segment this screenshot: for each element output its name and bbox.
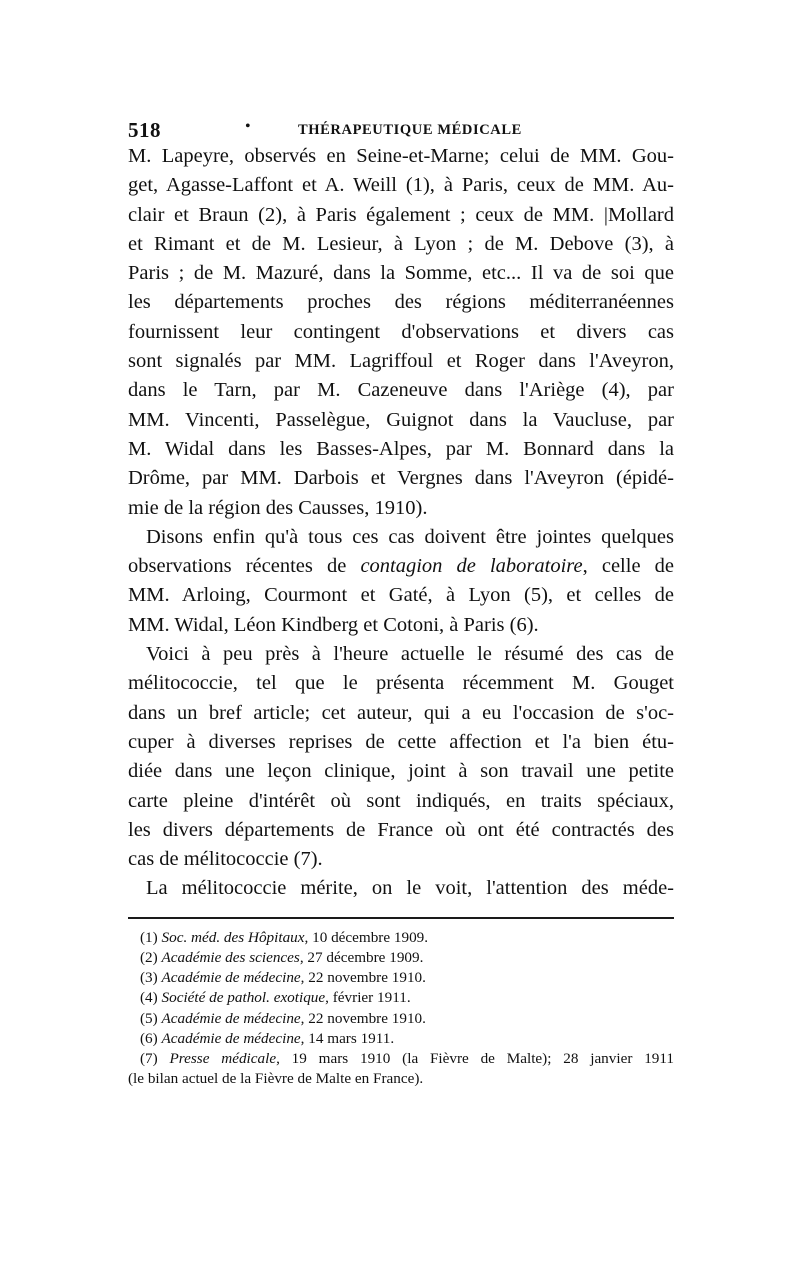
footnote bbox=[128, 1029, 674, 1049]
page-header bbox=[128, 108, 674, 142]
text-line: et Rimant et de M. Lesieur, à Lyon ; de M. Debove (3), à bbox=[128, 232, 674, 255]
paragraph-4 bbox=[128, 874, 674, 903]
footnote-number: (7) bbox=[140, 1049, 158, 1067]
text-line: MM. Widal, Léon Kindberg et Cotoni, à Paris (6). bbox=[128, 613, 539, 636]
footnote-source: Presse médicale bbox=[169, 1049, 277, 1067]
text-line: La mélitococcie mérite, on le voit, l'attention des méde- bbox=[146, 877, 674, 900]
footnote-detail: , 22 novembre 1910. bbox=[300, 969, 426, 987]
text-segment: observations récentes de bbox=[128, 555, 361, 578]
footnote bbox=[128, 948, 674, 968]
text-line: Paris ; de M. Mazuré, dans la Somme, etc... Il va de soi que bbox=[128, 262, 674, 285]
italic-phrase: contagion de laboratoire bbox=[360, 555, 583, 578]
paragraph-2 bbox=[128, 523, 674, 640]
text-line: Voici à peu près à l'heure actuelle le résumé des cas de bbox=[146, 643, 674, 666]
footnote-source: Académie de médecine bbox=[161, 1029, 301, 1047]
text-line: M. Widal dans les Basses-Alpes, par M. Bonnard dans la bbox=[128, 437, 674, 460]
footnote-divider bbox=[128, 917, 674, 919]
text-line: les départements proches des régions méditerranéennes bbox=[128, 291, 674, 314]
footnote-detail: , 14 mars 1911. bbox=[300, 1029, 395, 1047]
text-line: dans un bref article; cet auteur, qui a eu l'occasion de s'oc- bbox=[128, 701, 674, 724]
text-line: fournissent leur contingent d'observations et divers cas bbox=[128, 320, 674, 343]
footnote-detail: , 19 mars 1910 (la Fièvre de Malte); 28 janvier 1911 bbox=[276, 1049, 674, 1067]
footnote-detail: , 27 décembre 1909. bbox=[299, 948, 424, 966]
text-line: Disons enfin qu'à tous ces cas doivent être jointes quelques bbox=[146, 525, 674, 548]
text-line: MM. Vincenti, Passelègue, Guignot dans la Vaucluse, par bbox=[128, 408, 674, 431]
footnote-number: (1) bbox=[140, 928, 158, 946]
paragraph-3 bbox=[128, 640, 674, 874]
text-line: get, Agasse-Laffont et A. Weill (1), à Paris, ceux de MM. Au- bbox=[128, 174, 674, 197]
footnote-number: (2) bbox=[140, 948, 158, 966]
text-line: Drôme, par MM. Darbois et Vergnes dans l'Aveyron (épidé- bbox=[128, 467, 674, 490]
text-segment: , celle de bbox=[582, 555, 674, 578]
footnote-number: (4) bbox=[140, 989, 158, 1007]
text-line: les divers départements de France où ont été contractés des bbox=[128, 818, 674, 841]
text-line: mélitococcie, tel que le présenta récemment M. Gouget bbox=[128, 672, 674, 695]
footnote-number: (3) bbox=[140, 969, 158, 987]
text-line: dans le Tarn, par M. Cazeneuve dans l'Ariège (4), par bbox=[128, 379, 674, 402]
footnote bbox=[128, 988, 674, 1008]
footnote-source: Soc. méd. des Hôpitaux bbox=[161, 928, 305, 946]
footnote-continuation: (le bilan actuel de la Fièvre de Malte en France). bbox=[128, 1070, 424, 1088]
footnote-source: Société de pathol. exotique bbox=[161, 989, 326, 1007]
text-line: cas de mélitococcie (7). bbox=[128, 848, 323, 871]
footnote bbox=[128, 1049, 674, 1069]
footnote-number: (6) bbox=[140, 1029, 158, 1047]
running-title: THÉRAPEUTIQUE MÉDICALE bbox=[298, 122, 522, 138]
footnote-detail: , février 1911. bbox=[325, 989, 411, 1007]
footnote-detail: , 22 novembre 1910. bbox=[300, 1009, 426, 1027]
paragraph-1 bbox=[128, 142, 674, 523]
page-number: 518 bbox=[128, 118, 161, 142]
footnotes bbox=[128, 928, 674, 1090]
footnote bbox=[128, 928, 674, 948]
text-line: diée dans une leçon clinique, joint à son travail une petite bbox=[128, 760, 674, 783]
text-line: mie de la région des Causses, 1910). bbox=[128, 496, 428, 519]
footnote-source: Académie de médecine bbox=[161, 969, 301, 987]
header-dot: • bbox=[245, 118, 251, 135]
main-text bbox=[128, 142, 674, 904]
text-line: sont signalés par MM. Lagriffoul et Roger dans l'Aveyron, bbox=[128, 350, 674, 373]
text-line: carte pleine d'intérêt où sont indiqués, en traits spéciaux, bbox=[128, 789, 674, 812]
text-line-mixed bbox=[128, 552, 674, 581]
text-line: cuper à diverses reprises de cette affection et l'a bien étu- bbox=[128, 730, 674, 753]
footnote-detail: , 10 décembre 1909. bbox=[304, 928, 429, 946]
book-page bbox=[128, 108, 674, 1089]
footnote-source: Académie des sciences bbox=[161, 948, 300, 966]
footnote-source: Académie de médecine bbox=[161, 1009, 301, 1027]
footnote bbox=[128, 968, 674, 988]
text-line: clair et Braun (2), à Paris également ; ceux de MM. |Mollard bbox=[128, 203, 674, 226]
footnote-number: (5) bbox=[140, 1009, 158, 1027]
text-line: M. Lapeyre, observés en Seine-et-Marne; celui de MM. Gou- bbox=[128, 145, 674, 167]
footnote bbox=[128, 1009, 674, 1029]
text-line: MM. Arloing, Courmont et Gaté, à Lyon (5), et celles de bbox=[128, 584, 674, 607]
